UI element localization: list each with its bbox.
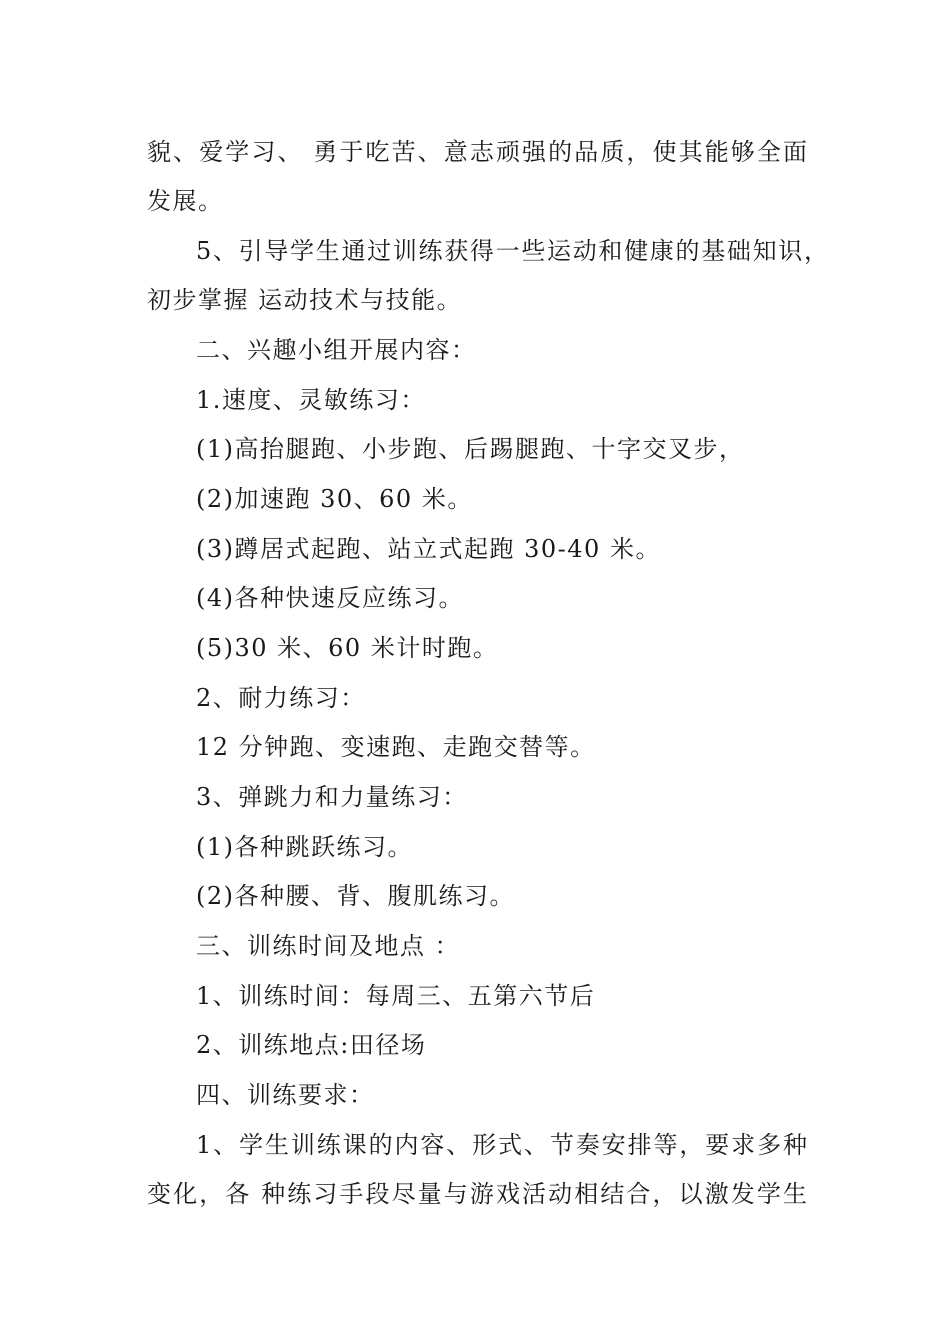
- list-item: (5)30 米、60 米计时跑。: [196, 634, 499, 662]
- list-item: 1、训练时间：每周三、五第六节后: [196, 982, 596, 1010]
- list-item: (2)加速跑 30、60 米。: [196, 485, 473, 513]
- subsection-heading: 1.速度、灵敏练习：: [196, 386, 426, 414]
- list-item: (1)各种跳跃练习。: [196, 833, 413, 861]
- subsection-heading: 3、弹跳力和力量练习：: [196, 783, 468, 811]
- text-line: 变化，各 种练习手段尽量与游戏活动相结合，以激发学生: [147, 1180, 807, 1208]
- text-line: 发展。: [147, 187, 224, 215]
- text-line: 貌、爱学习、 勇于吃苦、意志顽强的品质，使其能够全面: [147, 138, 807, 166]
- text-line: 1、学生训练课的内容、形式、节奏安排等，要求多种: [196, 1131, 807, 1159]
- section-heading: 三、训练时间及地点 ：: [196, 932, 461, 960]
- list-item: (1)高抬腿跑、小步跑、后踢腿跑、十字交叉步，: [196, 435, 745, 463]
- list-item: 2、训练地点:田径场: [196, 1031, 427, 1059]
- list-item: (3)蹲居式起跑、站立式起跑 30-40 米。: [196, 535, 661, 563]
- list-item: (4)各种快速反应练习。: [196, 584, 464, 612]
- text-line: 初步掌握 运动技术与技能。: [147, 286, 463, 314]
- list-item: 12 分钟跑、变速跑、走跑交替等。: [196, 733, 596, 761]
- section-heading: 二、兴趣小组开展内容：: [196, 336, 477, 364]
- list-item: (2)各种腰、背、腹肌练习。: [196, 882, 515, 910]
- text-line: 5、引导学生通过训练获得一些运动和健康的基础知识，: [196, 237, 828, 265]
- subsection-heading: 2、耐力练习：: [196, 684, 366, 712]
- section-heading: 四、训练要求：: [196, 1081, 375, 1109]
